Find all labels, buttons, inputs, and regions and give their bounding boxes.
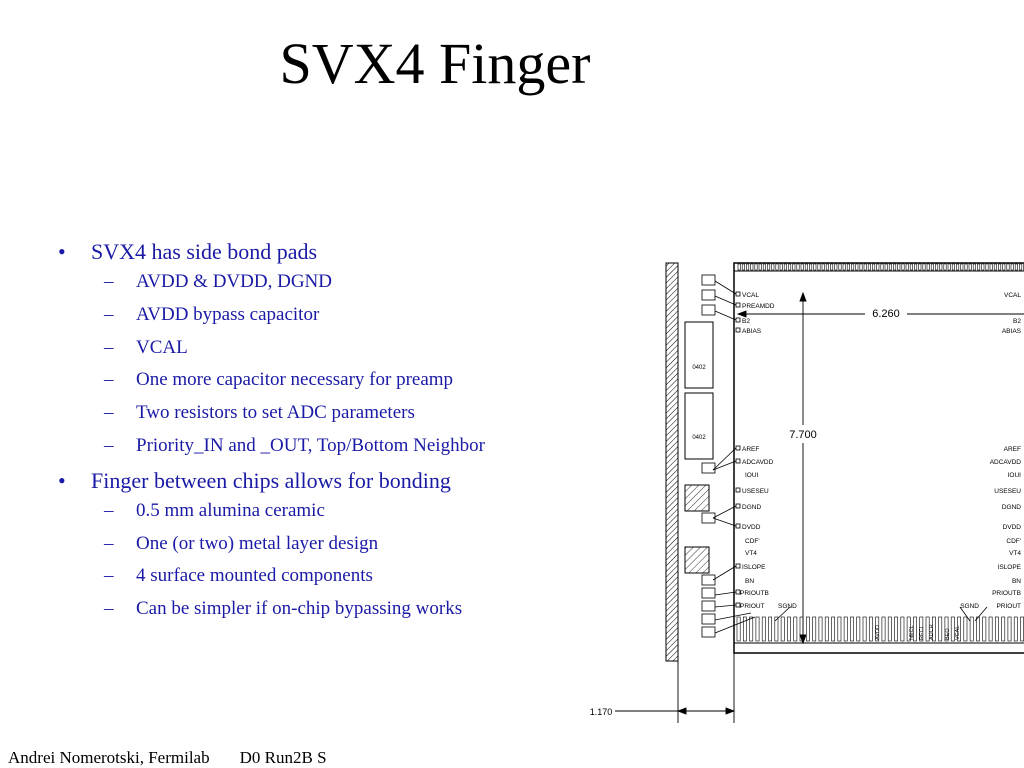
component-label: 0402 (692, 365, 706, 371)
pad-label: VCAL (1004, 292, 1021, 299)
top-bond-pad (755, 264, 757, 270)
top-bond-pad (965, 264, 967, 270)
top-bond-pad (927, 264, 929, 270)
sub-bullet-text: Can be simpler if on-chip bypassing works (136, 598, 463, 620)
sub-bullet-text: One (or two) metal layer design (136, 532, 379, 554)
bottom-bond-pad (1008, 617, 1011, 641)
sub-bullet-item (52, 564, 612, 588)
bottom-bond-pad (769, 617, 772, 641)
dash-icon: – (104, 336, 114, 358)
top-bond-pad (751, 264, 753, 270)
top-bond-pad (856, 264, 858, 270)
top-bond-pad (788, 264, 790, 270)
top-bond-pad (893, 264, 895, 270)
bottom-bond-pad (995, 617, 998, 641)
dash-icon: – (104, 499, 114, 521)
sub-bullet-text: AVDD & DVDD, DGND (136, 271, 332, 292)
bottom-bond-pad (939, 617, 942, 641)
dash-icon: – (104, 532, 114, 554)
bottom-bond-pad (882, 617, 885, 641)
bottom-bond-pad (813, 617, 816, 641)
dash-icon: – (104, 303, 114, 325)
pad-label: VT4 (745, 550, 757, 557)
pad-label: CDF' (1006, 538, 1021, 545)
bottom-bond-pad (819, 617, 822, 641)
pad-label: DVDD (1002, 524, 1021, 531)
capacitor-0402-1 (685, 322, 713, 388)
bullet-text: Finger between chips allows for bonding (91, 467, 451, 493)
top-bond-pad (826, 264, 828, 270)
pad-label: RECL (919, 625, 925, 640)
pad-label: VT4 (1009, 550, 1021, 557)
bottom-bond-pad (888, 617, 891, 641)
slide-footer (8, 748, 357, 768)
bottom-bond-pad (895, 617, 898, 641)
finger-strip (666, 263, 678, 661)
sub-bullet-item (52, 597, 612, 621)
bottom-bond-pad (869, 617, 872, 641)
sub-bullet-item (52, 336, 612, 360)
bottom-bond-pad (989, 617, 992, 641)
pad-label: ADCAVDD (742, 459, 774, 466)
top-bond-pad (982, 264, 984, 270)
top-bond-pad (742, 264, 744, 270)
footer-author: Andrei Nomerotski, Fermilab (8, 748, 210, 767)
bottom-bond-pad (983, 617, 986, 641)
bottom-bond-pad (781, 617, 784, 641)
pad-label: AVDD (875, 625, 881, 640)
top-bond-pad (835, 264, 837, 270)
top-bond-pad (910, 264, 912, 270)
pad-label: ADCAVDD (989, 459, 1021, 466)
top-bond-pad (818, 264, 820, 270)
pad-label: DVDD (742, 524, 761, 531)
sub-bullet-text: Two resistors to set ADC parameters (136, 402, 415, 424)
sub-bullet-item (52, 401, 612, 425)
bottom-bond-pad (794, 617, 797, 641)
top-bond-pad (809, 264, 811, 270)
height-dimension-label: 7.700 (789, 429, 817, 441)
top-bond-pad (940, 264, 942, 270)
svx4-finger-diagram (575, 255, 1024, 735)
bullet-text: SVX4 has side bond pads (91, 239, 318, 264)
top-bond-pad (986, 264, 988, 270)
bottom-bond-pad (737, 617, 740, 641)
dash-icon: – (104, 598, 114, 620)
top-bond-pad (797, 264, 799, 270)
finger-bond-pad (702, 275, 715, 285)
bottom-bond-pad (756, 617, 759, 641)
pad-label: PRIOUT (740, 603, 765, 610)
top-bond-pad (948, 264, 950, 270)
bottom-bond-pad (806, 617, 809, 641)
sub-bullet-text: Priority_IN and _OUT, Top/Bottom Neighbor (136, 434, 485, 456)
top-bond-pad (885, 264, 887, 270)
top-bond-pad (944, 264, 946, 270)
top-bond-pad (746, 264, 748, 270)
pad-label: VCAL (742, 292, 759, 299)
height-dimension (800, 293, 806, 643)
dash-icon: – (104, 402, 114, 424)
top-bond-pad (872, 264, 874, 270)
top-bond-pad (898, 264, 900, 270)
top-bond-pad (998, 264, 1000, 270)
bottom-bond-pad (1021, 617, 1024, 641)
sub-bullet-text: 4 surface mounted components (136, 565, 373, 587)
footer-event: D0 Run2B S (239, 748, 327, 767)
finger-bond-pad (702, 463, 715, 473)
sub-bullet-item (52, 270, 612, 294)
pad-label: SGND (960, 603, 979, 610)
component-label: 0402 (692, 435, 706, 441)
pad-label: ABIAS (1001, 328, 1021, 335)
top-bond-pad (990, 264, 992, 270)
pad-label: IOUI (745, 472, 759, 479)
slide-title: SVX4 Finger (279, 31, 591, 96)
sub-bullet-item (52, 434, 612, 458)
width-dimension-label: 6.260 (872, 308, 900, 320)
pad-label: IOUI (1007, 472, 1021, 479)
top-bond-pad (864, 264, 866, 270)
sub-bullet-text: VCAL (136, 336, 188, 358)
top-bond-pad (780, 264, 782, 270)
finger-bond-pad (702, 588, 715, 598)
bottom-bond-pad (901, 617, 904, 641)
resistor-1 (685, 485, 709, 511)
sub-bullet-item (52, 368, 612, 392)
bullet-dot-icon: • (58, 467, 66, 493)
top-bond-pad (839, 264, 841, 270)
top-bond-pad (767, 264, 769, 270)
pad-label: DGND (742, 504, 762, 511)
sub-bullet-text: AVDD bypass capacitor (136, 303, 320, 325)
pad-label: BN (1011, 578, 1021, 585)
top-pad-row (738, 264, 1024, 270)
bottom-bond-pad (863, 617, 866, 641)
dash-icon: – (104, 369, 114, 391)
top-bond-pad (847, 264, 849, 270)
top-bond-pad (784, 264, 786, 270)
sub-bullet-text: One more capacitor necessary for preamp (136, 369, 454, 391)
top-bond-pad (914, 264, 916, 270)
finger-bond-pad (702, 614, 715, 624)
bottom-bond-pad (850, 617, 853, 641)
top-bond-pad (772, 264, 774, 270)
pad-label: AREF (742, 446, 760, 453)
bottom-bond-pad (787, 617, 790, 641)
top-bond-pad (822, 264, 824, 270)
bottom-bond-pad (857, 617, 860, 641)
chip-pad-markers (736, 292, 740, 607)
capacitor-0402-2 (685, 393, 713, 459)
dash-icon: – (104, 434, 114, 456)
pad-label: ISLOPE (742, 564, 766, 571)
finger-bond-pad (702, 305, 715, 315)
sub-bullet-item (52, 532, 612, 556)
finger-bond-pad (702, 290, 715, 300)
bullet-item (52, 467, 612, 495)
pad-label: CDF' (745, 538, 760, 545)
bottom-bond-pad (964, 617, 967, 641)
top-bond-pad (805, 264, 807, 270)
pad-label: PRIOUTB (992, 590, 1021, 597)
finger-dimension (615, 653, 734, 723)
top-bond-pad (1011, 264, 1013, 270)
top-bond-pad (801, 264, 803, 270)
dash-icon: – (104, 271, 114, 292)
pad-label: ISLOPE (997, 564, 1021, 571)
top-bond-pad (961, 264, 963, 270)
sub-bullet-item (52, 499, 612, 523)
pad-label: AREF (1003, 446, 1021, 453)
sub-bullet-item (52, 303, 612, 327)
top-bond-pad (881, 264, 883, 270)
top-bond-pad (977, 264, 979, 270)
bottom-bond-pad (825, 617, 828, 641)
pad-label: NECL (909, 625, 915, 640)
pad-label: VCAL (955, 625, 961, 640)
resistor-2 (685, 547, 709, 573)
bottom-bond-pad (976, 617, 979, 641)
top-bond-pad (851, 264, 853, 270)
pad-label: BEO (945, 628, 951, 640)
chip-outline (734, 263, 1024, 653)
top-bond-pad (776, 264, 778, 270)
top-bond-pad (969, 264, 971, 270)
top-bond-pad (923, 264, 925, 270)
top-bond-pad (906, 264, 908, 270)
top-bond-pad (814, 264, 816, 270)
pad-label: USESEU (742, 488, 769, 495)
top-bond-pad (919, 264, 921, 270)
pad-label: ABIAS (742, 328, 762, 335)
top-bond-pad (877, 264, 879, 270)
finger-dimension-label: 1.170 (589, 707, 613, 717)
bullet-list (52, 238, 612, 630)
pad-label: B2 (1013, 318, 1021, 325)
dash-icon: – (104, 565, 114, 587)
top-bond-pad (759, 264, 761, 270)
bullet-item (52, 238, 612, 266)
top-bond-pad (860, 264, 862, 270)
left-pad-labels (740, 292, 797, 610)
pad-label: DGND (1001, 504, 1021, 511)
bottom-bond-pad (1002, 617, 1005, 641)
top-bond-pad (1019, 264, 1021, 270)
top-bond-pad (830, 264, 832, 270)
top-bond-pad (1015, 264, 1017, 270)
diagram-canvas (575, 255, 1024, 735)
bullet-dot-icon: • (58, 239, 66, 264)
bottom-bond-pad (750, 617, 753, 641)
top-bond-pad (994, 264, 996, 270)
top-bond-pad (738, 264, 740, 270)
pad-label: PRIOUT (996, 603, 1021, 610)
top-bond-pad (973, 264, 975, 270)
top-bond-pad (889, 264, 891, 270)
top-bond-pad (935, 264, 937, 270)
bottom-bond-pad (844, 617, 847, 641)
pad-label: PREAMDD (742, 303, 775, 310)
bottom-bond-pad (1014, 617, 1017, 641)
bottom-bond-pad (832, 617, 835, 641)
top-bond-pad (952, 264, 954, 270)
right-pad-labels (960, 292, 1021, 610)
top-bond-pad (843, 264, 845, 270)
pad-label: B2 (742, 318, 750, 325)
finger-bond-pad (702, 627, 715, 637)
bottom-bond-pad (762, 617, 765, 641)
pad-label: USESEU (994, 488, 1021, 495)
top-bond-pad (902, 264, 904, 270)
sub-bullet-text: 0.5 mm alumina ceramic (136, 499, 325, 521)
finger-bond-pad (702, 601, 715, 611)
top-bond-pad (1007, 264, 1009, 270)
top-bond-pad (1003, 264, 1005, 270)
pad-label: PRIOUTB (740, 590, 769, 597)
pad-label: ADCR (929, 624, 935, 640)
bottom-bond-pad (970, 617, 973, 641)
pad-label: BN (745, 578, 755, 585)
top-bond-pad (763, 264, 765, 270)
top-bond-pad (793, 264, 795, 270)
bottom-bond-pad (951, 617, 954, 641)
pad-label: SGND (778, 603, 797, 610)
top-bond-pad (956, 264, 958, 270)
top-bond-pad (868, 264, 870, 270)
top-bond-pad (931, 264, 933, 270)
bottom-bond-pad (838, 617, 841, 641)
